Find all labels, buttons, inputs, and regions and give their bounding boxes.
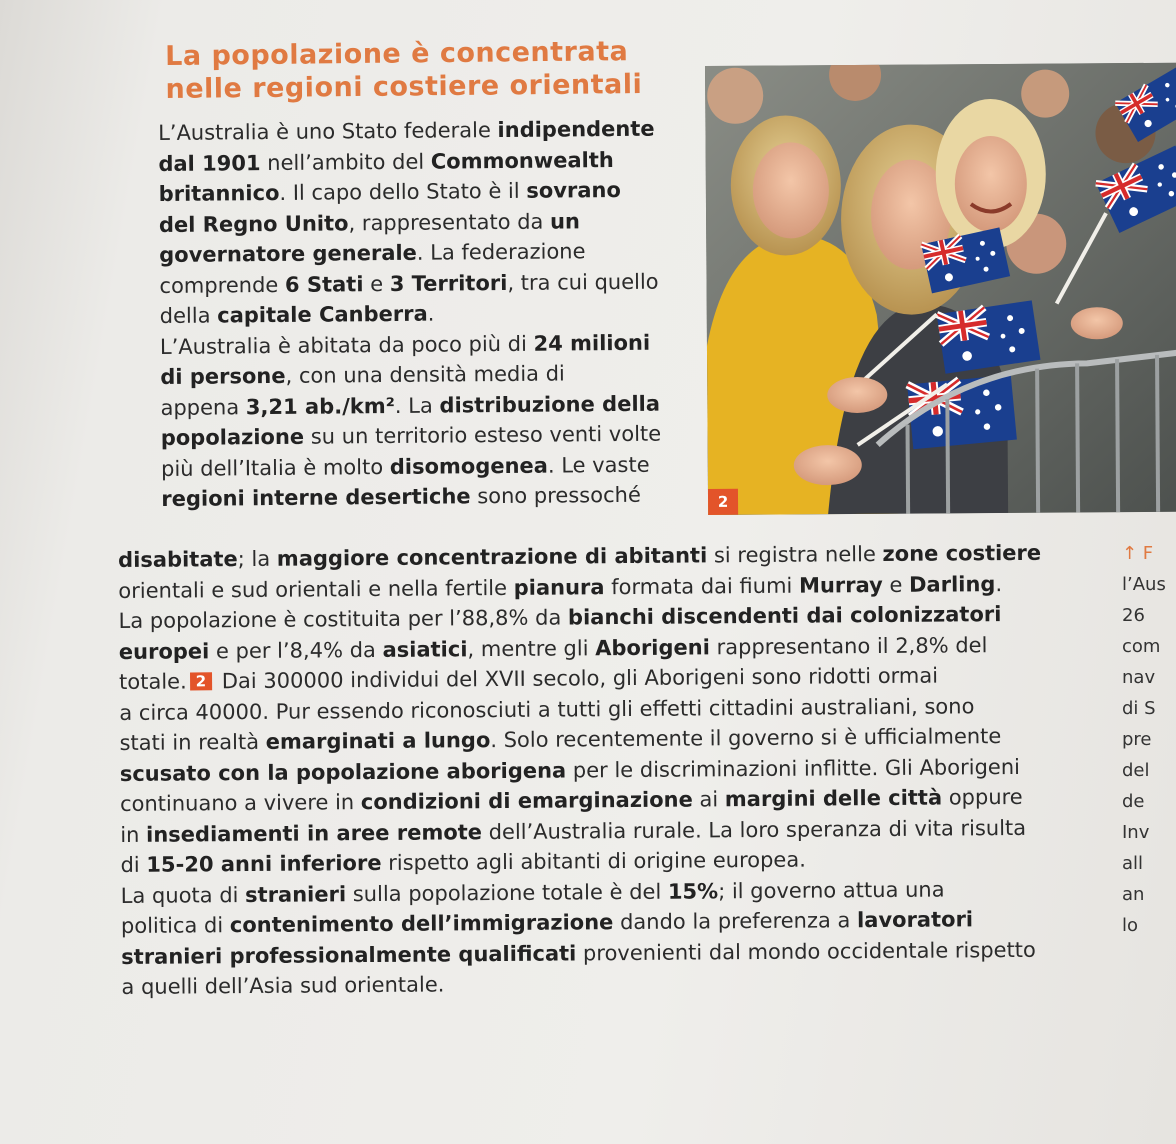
plain-text: comprende — [159, 272, 286, 298]
text-line — [160, 388, 661, 423]
side-caption-line: di S — [1122, 698, 1156, 719]
plain-text: di — [120, 852, 147, 877]
plain-text: . — [995, 571, 1003, 596]
text-line — [160, 327, 661, 362]
side-caption-line: 26 — [1122, 605, 1145, 626]
plain-text: a quelli dell’Asia sud orientale. — [121, 972, 445, 999]
bold-text: indipendente — [497, 116, 655, 143]
australia-flag-crowd-photo-icon — [705, 63, 1176, 515]
bold-text: del Regno Unito — [158, 210, 349, 237]
bold-text: capitale Canberra — [217, 301, 428, 328]
text-line — [161, 419, 662, 454]
bold-text: sovrano — [526, 177, 621, 203]
bold-text: dal 1901 — [158, 150, 261, 176]
paragraph-population — [160, 327, 662, 514]
text-line — [159, 205, 660, 240]
plain-text: L’Australia è uno Stato federale — [158, 118, 498, 145]
heading-line-1: La popolazione è concentrata — [165, 36, 629, 72]
bold-text: regioni interne desertiche — [161, 484, 471, 511]
plain-text: dell’Australia rurale. La loro speranza di vita risulta — [481, 815, 1027, 844]
plain-text: a circa 40000. Pur essendo riconosciuti a tutti gli effetti cittadini australiani, sono — [119, 693, 975, 725]
side-caption-cropped — [1122, 538, 1176, 941]
bold-text: un — [549, 208, 581, 234]
text-line — [159, 236, 660, 271]
bold-text: britannico — [158, 180, 280, 206]
plain-text: nell’ambito del — [260, 149, 431, 175]
bold-text: di persone — [160, 363, 286, 389]
text-line — [158, 144, 659, 179]
side-caption-line: com — [1122, 636, 1161, 657]
bold-text: scusato con la popolazione aborigena — [119, 757, 567, 786]
plain-text: Dai 300000 individui del XVII secolo, gli Aborigeni sono ridotti ormai — [215, 663, 939, 694]
plain-text: della — [159, 303, 218, 328]
plain-text: orientali e sud orientali e nella fertile — [118, 575, 514, 603]
bold-text: maggiore concentrazione di abitanti — [276, 543, 708, 571]
paragraph-government — [158, 114, 660, 332]
side-caption-line: del — [1122, 760, 1150, 781]
bold-text: asiatici — [382, 636, 468, 662]
bold-text: stranieri professionalmente qualificati — [121, 940, 577, 969]
plain-text: più dell’Italia è molto — [160, 454, 390, 481]
bold-text: popolazione — [160, 424, 305, 450]
bold-text: 15% — [667, 878, 719, 904]
side-caption-line: ↑ F — [1122, 543, 1154, 564]
full-width-text — [118, 538, 1045, 1003]
heading-line-2: nelle regioni costiere orientali — [165, 69, 643, 105]
plain-text: su un territorio esteso venti volte — [304, 421, 662, 449]
bold-text: distribuzione della — [439, 391, 661, 418]
plain-text: ; il governo attua una — [718, 877, 945, 903]
plain-text: ; la — [237, 546, 277, 572]
side-caption-line: de — [1122, 791, 1145, 812]
plain-text: , mentre gli — [467, 635, 596, 661]
plain-text: sono pressoché — [470, 482, 641, 509]
bold-text: emarginati a lungo — [265, 728, 491, 754]
side-caption-line: all — [1122, 853, 1144, 874]
section-heading — [165, 35, 686, 106]
text-line — [160, 358, 661, 393]
bold-text: bianchi discendenti dai colonizzatori — [567, 602, 1002, 630]
bold-text: contenimento dell’immigrazione — [229, 910, 614, 938]
bold-text: governatore generale — [159, 240, 417, 267]
side-caption-line: lo — [1122, 915, 1139, 936]
plain-text: . La federazione — [416, 239, 586, 265]
plain-text: , con una densità media di — [285, 361, 565, 388]
text-line — [158, 114, 659, 149]
bold-text: disabitate — [118, 547, 238, 572]
bold-text: lavoratori — [856, 907, 974, 933]
bold-text: zone costiere — [882, 540, 1042, 566]
bold-text: 6 Stati — [284, 271, 364, 297]
plain-text: si registra nelle — [707, 541, 883, 568]
bold-text: 3 Territori — [389, 270, 508, 296]
plain-text: rappresentano il 2,8% del — [709, 632, 988, 659]
paragraph-aborigines — [118, 599, 1043, 881]
plain-text: . Solo recentemente il governo si è ufficialmente — [490, 724, 1002, 753]
plain-text: e — [882, 572, 910, 597]
plain-text: . — [427, 301, 435, 326]
left-column-text — [158, 114, 662, 515]
side-caption-line: l’Aus — [1122, 574, 1166, 595]
text-line — [121, 965, 1044, 1003]
bold-text: pianura — [513, 574, 605, 600]
photo-number-badge: 2 — [708, 489, 738, 515]
plain-text: La popolazione è costituita per l’88,8% da — [118, 605, 569, 633]
plain-text: sulla popolazione totale è del — [346, 879, 668, 906]
plain-text: formata dai fiumi — [604, 573, 800, 599]
bold-text: insediamenti in aree remote — [146, 819, 483, 847]
side-caption-line: an — [1122, 884, 1145, 905]
plain-text: in — [120, 822, 147, 847]
bold-text: margini delle città — [724, 785, 943, 812]
plain-text: stati in realtà — [119, 729, 266, 755]
side-caption-line: Inv — [1122, 822, 1150, 843]
plain-text: appena — [160, 394, 246, 420]
plain-text: ai — [692, 787, 725, 812]
text-line — [159, 175, 660, 210]
bold-text: condizioni di emarginazione — [360, 787, 693, 815]
plain-text: . Il capo dello Stato è il — [279, 178, 527, 205]
plain-text: e — [363, 271, 390, 296]
bold-text: 3,21 ab./km² — [245, 393, 395, 419]
plain-text: , tra cui quello — [507, 269, 659, 295]
plain-text: continuano a vivere in — [119, 790, 361, 816]
bold-text: 15-20 anni inferiore — [146, 850, 382, 877]
side-caption-line: nav — [1122, 667, 1156, 688]
side-caption-line: pre — [1122, 729, 1152, 750]
plain-text: La quota di — [120, 882, 246, 908]
text-line — [161, 449, 662, 484]
plain-text: oppure — [941, 784, 1023, 810]
plain-text: per le discriminazioni inflitte. Gli Aborigeni — [566, 754, 1021, 782]
bold-text: Commonwealth — [430, 147, 614, 174]
text-line — [161, 480, 662, 515]
plain-text: . La — [394, 393, 440, 418]
plain-text: . Le vaste — [547, 452, 650, 478]
plain-text: dando la preferenza a — [613, 908, 858, 935]
plain-text: politica di — [120, 913, 230, 938]
plain-text: rispetto agli abitanti di origine europea. — [381, 847, 806, 875]
bold-text: europei — [118, 638, 210, 664]
text-line — [160, 297, 661, 332]
plain-text: , rappresentato da — [348, 209, 551, 235]
bold-text: disomogenea — [389, 453, 549, 479]
bold-text: 24 milioni — [533, 330, 651, 356]
plain-text: totale. — [118, 669, 187, 694]
plain-text: L’Australia è abitata da poco più di — [159, 331, 534, 359]
bold-text: Murray — [798, 572, 883, 598]
paragraph-immigration — [121, 873, 1045, 1002]
bold-text: Aborigeni — [595, 634, 710, 660]
plain-text: provenienti dal mondo occidentale rispetto — [576, 937, 1036, 965]
text-line — [159, 266, 660, 301]
plain-text: e per l’8,4% da — [209, 637, 383, 663]
paragraph-population-continued — [118, 538, 1041, 606]
bold-text: Darling — [908, 571, 996, 597]
figure-reference-badge: 2 — [190, 672, 213, 690]
bold-text: stranieri — [245, 881, 347, 907]
crowd-photo — [705, 63, 1176, 515]
